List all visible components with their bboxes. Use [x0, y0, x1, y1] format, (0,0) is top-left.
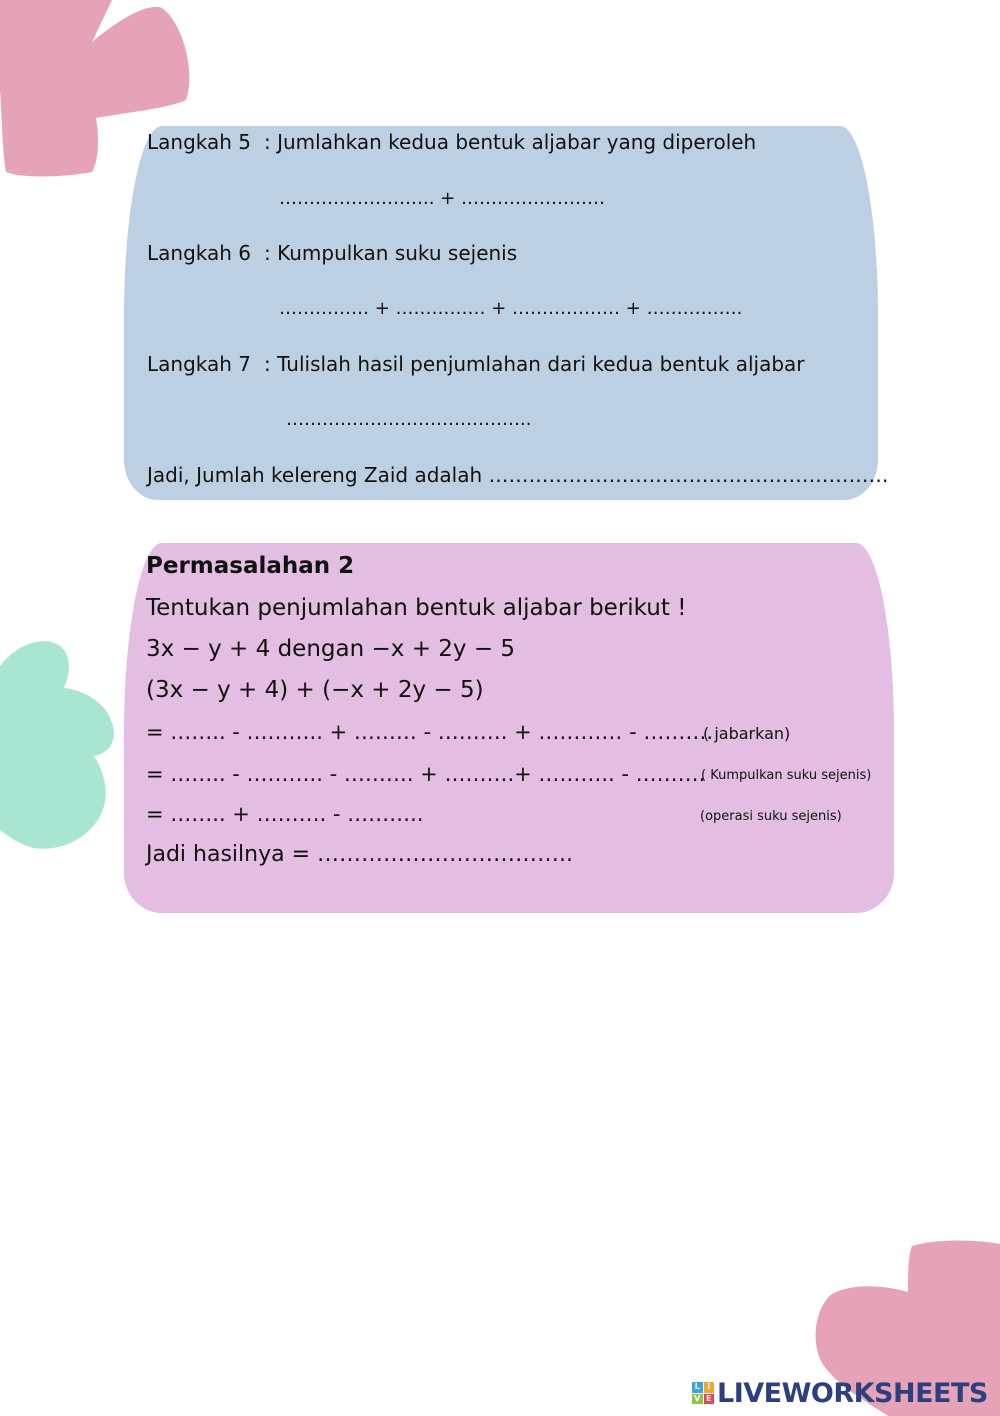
- liveworksheets-logo: [692, 1376, 988, 1410]
- liveworksheets-logo-mark: [692, 1382, 714, 1404]
- collect-terms-step-blank[interactable]: = …….. - ……….. - ………. + ……….+ ……….. - ……….: [146, 762, 706, 786]
- step7-answer-blank[interactable]: …………………………………..: [286, 409, 532, 430]
- step5-instruction: : Jumlahkan kedua bentuk aljabar yang diperoleh: [264, 130, 757, 154]
- step6-answer-blank[interactable]: …………… + …………… + ……………… + …………….: [279, 298, 743, 319]
- operate-terms-step-blank[interactable]: = …….. + ………. - ………..: [146, 802, 424, 826]
- operate-terms-step-note: (operasi suku sejenis): [700, 809, 842, 824]
- problem2-result[interactable]: Jadi hasilnya = ……………………………..: [146, 842, 574, 867]
- step6-label: Langkah 6: [147, 241, 252, 265]
- logo-letter: V: [692, 1394, 703, 1405]
- marbles-conclusion[interactable]: Jadi, Jumlah kelereng Zaid adalah ……………………………………………………: [147, 463, 889, 487]
- mint-flower-left-decoration: [0, 636, 120, 856]
- logo-letter: I: [704, 1382, 715, 1393]
- logo-letter: L: [692, 1382, 703, 1393]
- step6-instruction: : Kumpulkan suku sejenis: [264, 241, 518, 265]
- problem2-instruction: Tentukan penjumlahan bentuk aljabar berikut !: [146, 595, 687, 621]
- step5-label: Langkah 5: [147, 130, 252, 154]
- step5-answer-blank[interactable]: …………………….. + ……………………: [279, 188, 605, 209]
- problem2-grouped-expression: (3x − y + 4) + (−x + 2y − 5): [146, 677, 484, 703]
- collect-terms-step-note: ( Kumpulkan suku sejenis): [701, 768, 872, 783]
- step7-instruction: : Tulislah hasil penjumlahan dari kedua bentuk aljabar: [264, 352, 805, 376]
- logo-letter: E: [704, 1394, 715, 1405]
- liveworksheets-logo-text: LIVEWORKSHEETS: [717, 1377, 988, 1409]
- expand-step-blank[interactable]: = …….. - ……….. + ……… - ………. + ………… - ……….: [146, 720, 713, 744]
- expand-step-note: ( jabarkan): [703, 724, 791, 743]
- problem2-title: Permasalahan 2: [146, 553, 355, 579]
- step7-label: Langkah 7: [147, 352, 252, 376]
- problem2-expression: 3x − y + 4 dengan −x + 2y − 5: [146, 636, 516, 662]
